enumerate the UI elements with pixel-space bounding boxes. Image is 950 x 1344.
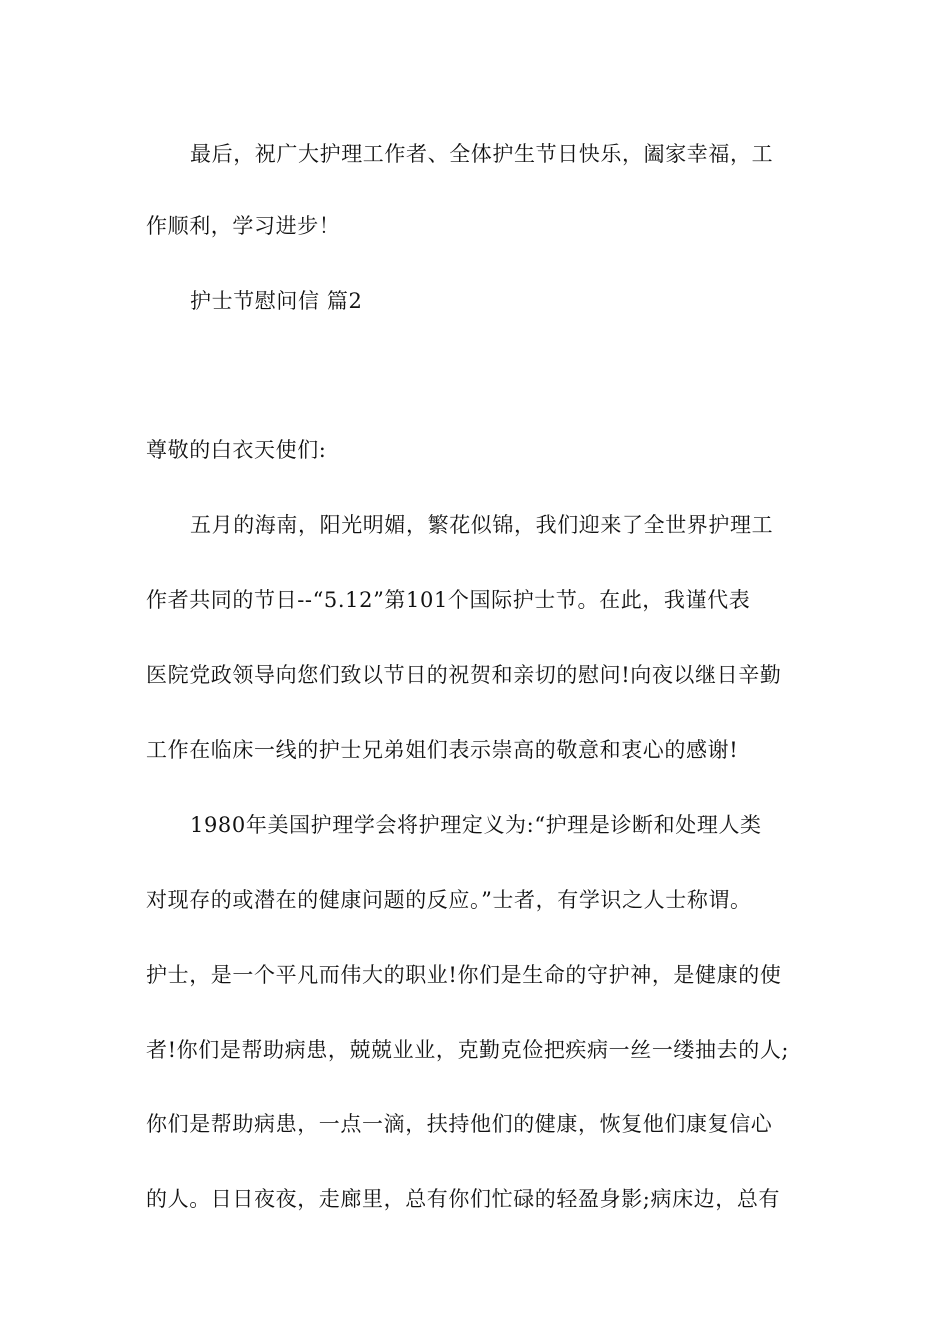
paragraph-1-line-3: 医院党政领导向您们致以节日的祝贺和亲切的慰问!向夜以继日辛勤 bbox=[146, 663, 782, 687]
paragraph-closing-line-1: 最后，祝广大护理工作者、全体护生节日快乐，阖家幸福，工 bbox=[190, 142, 774, 166]
paragraph-closing-line-2: 作顺利，学习进步！ bbox=[146, 214, 341, 238]
paragraph-2-line-4: 者!你们是帮助病患，兢兢业业，克勤克俭把疾病一丝一缕抽去的人; bbox=[146, 1038, 790, 1062]
section-heading: 护士节慰问信 篇2 bbox=[190, 289, 363, 313]
paragraph-2-line-1: 1980年美国护理学会将护理定义为:“护理是诊断和处理人类 bbox=[190, 813, 762, 837]
paragraph-1-line-2: 作者共同的节日--“5.12”第101个国际护士节。在此，我谨代表 bbox=[146, 588, 751, 612]
paragraph-1-line-4: 工作在临床一线的护士兄弟姐们表示崇高的敬意和衷心的感谢! bbox=[146, 738, 739, 762]
paragraph-1-line-1: 五月的海南，阳光明媚，繁花似锦，我们迎来了全世界护理工 bbox=[190, 513, 774, 537]
paragraph-2-line-2: 对现存的或潜在的健康问题的反应。”士者，有学识之人士称谓。 bbox=[146, 888, 752, 912]
salutation: 尊敬的白衣天使们: bbox=[146, 438, 327, 462]
paragraph-2-line-3: 护士，是一个平凡而伟大的职业!你们是生命的守护神，是健康的使 bbox=[146, 963, 782, 987]
paragraph-2-line-6: 的人。日日夜夜，走廊里，总有你们忙碌的轻盈身影;病床边，总有 bbox=[146, 1187, 781, 1211]
paragraph-2-line-5: 你们是帮助病患，一点一滴，扶持他们的健康，恢复他们康复信心 bbox=[146, 1112, 773, 1136]
